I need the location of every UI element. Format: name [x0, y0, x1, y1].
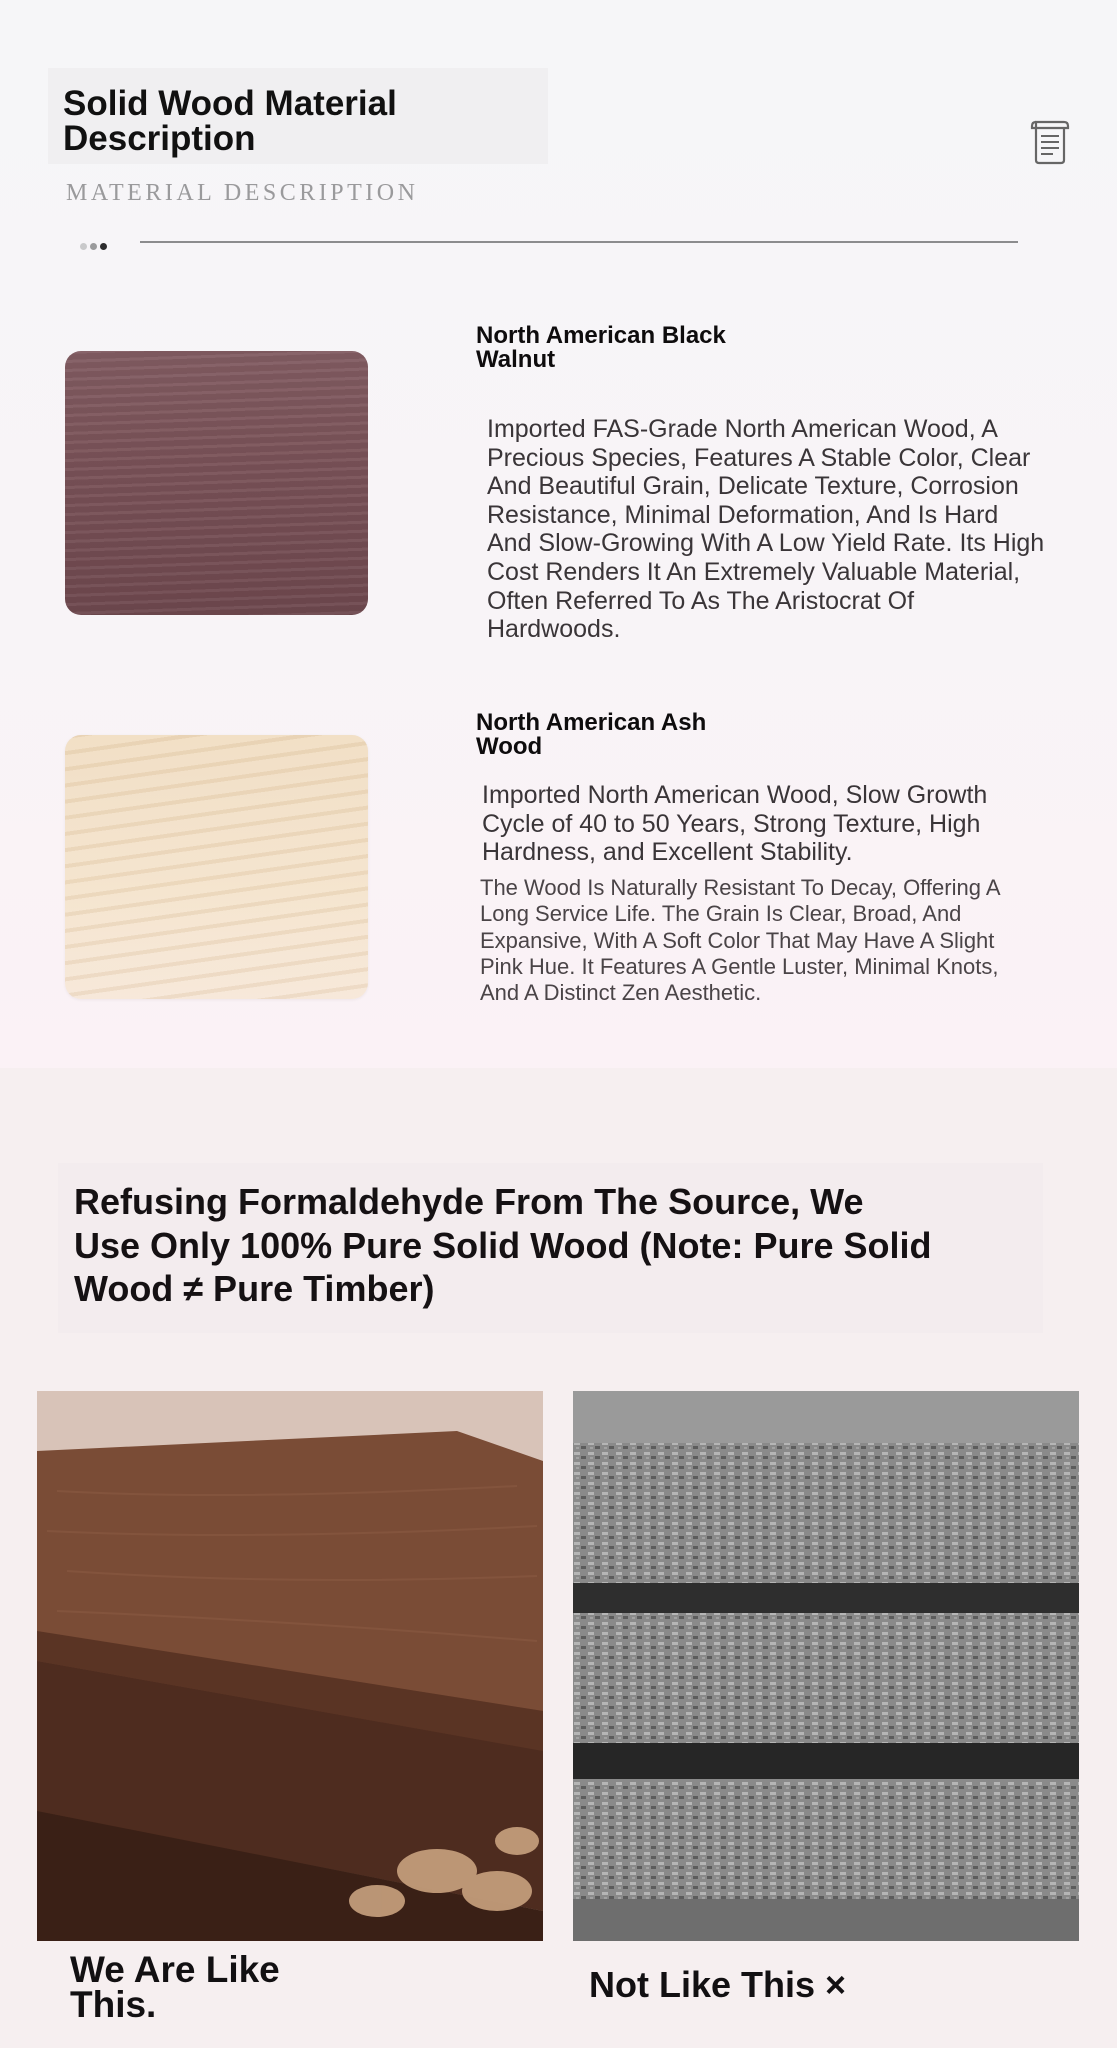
page-title: Solid Wood Material Description	[63, 84, 397, 158]
ash-wood-description: Imported North American Wood, Slow Growth Cycle of 40 to 50 Years, Strong Texture, High Hardness, and Excellent Stability.	[482, 781, 988, 867]
ash-wood-name: North American Ash Wood	[476, 709, 707, 760]
bad-caption: Not Like This ×	[589, 1964, 847, 2005]
black-walnut-swatch	[65, 351, 368, 615]
solid-wood-claim: Refusing Formaldehyde From The Source, We Use Only 100% Pure Solid Wood (Note: Pure Solid Wood ≠ Pure Timber)	[74, 1181, 932, 1309]
black-walnut-description: Imported FAS-Grade North American Wood, A Precious Species, Features A Stable Color, Clear And Beautiful Grain, Delicate Texture, Corrosion Resistance, Minimal Deformation, And Is Hard And Slow-Growing With A Low Yield Rate. Its High Cost Renders It An Extremely Valuable Material, Often Referred To As The Aristocrat Of Hardwoods.	[487, 415, 1045, 644]
black-walnut-name: North American Black Walnut	[476, 322, 726, 373]
particle-board-photo	[573, 1391, 1079, 1941]
divider-line	[140, 241, 1018, 243]
solid-wood-photo	[37, 1391, 543, 1941]
dot	[100, 243, 107, 250]
page-subtitle: MATERIAL DESCRIPTION	[66, 180, 419, 206]
ash-wood-swatch	[65, 735, 368, 999]
good-caption: We Are Like This.	[70, 1949, 280, 2025]
progress-dots	[80, 237, 120, 247]
dot	[80, 243, 87, 250]
document-icon	[1028, 118, 1072, 166]
ash-wood-description-extra: The Wood Is Naturally Resistant To Decay, Offering A Long Service Life. The Grain Is Clear, Broad, And Expansive, With A Soft Color That May Have A Slight Pink Hue. It Features A Gentle Luster, Minimal Knots, And A Distinct Zen Aesthetic.	[480, 875, 1000, 1006]
dot	[90, 243, 97, 250]
